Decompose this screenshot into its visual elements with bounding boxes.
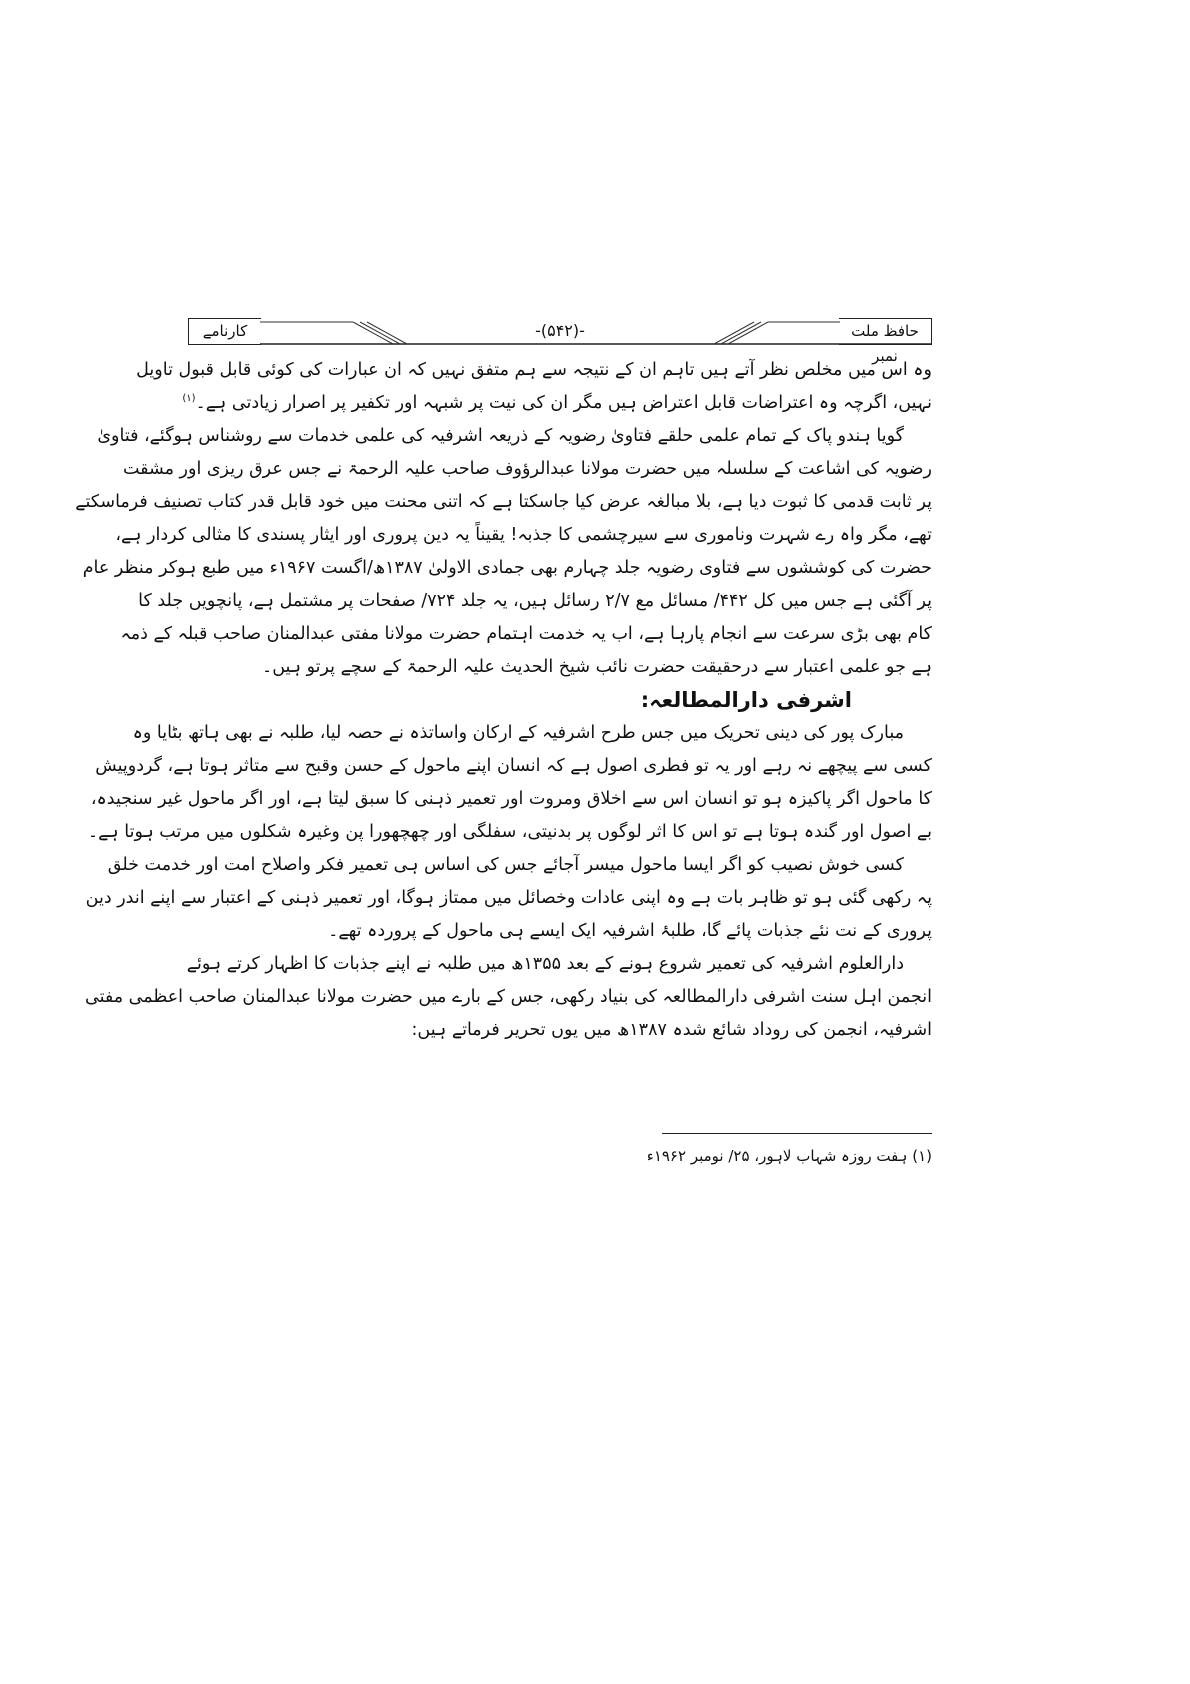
text-line: پر آگئی ہے جس میں کل ۴۴۲/ مسائل مع ۲/۷ رسائل ہیں، یہ جلد ۷۲۴/ صفحات پر مشتمل ہے، پانچویں جلد کا: [138, 591, 932, 611]
text-line: پروری کے نت نئے جذبات پائے گا، طلبۂ اشرفیہ ایک ایسے ہی ماحول کے پروردہ تھے۔: [328, 921, 932, 941]
text-line: پر ثابت قدمی کا ثبوت دیا ہے، بلا مبالغہ عرض کیا جاسکتا ہے کہ اتنی محنت میں خود قابل قدر کتاب تصنیف فرماسکتے: [75, 492, 932, 512]
footnote-marker: (۱): [182, 393, 196, 405]
text-line: اشرفیہ، انجمن کی روداد شائع شدہ ۱۳۸۷ھ میں یوں تحریر فرماتے ہیں:: [411, 1020, 932, 1040]
text-line: کا ماحول اگر پاکیزہ ہو تو انسان اس سے اخلاق ومروت اور تعمیر ذہنی کا سبق لیتا ہے، اور اگر ماحول غیر سنجیدہ،: [90, 789, 932, 809]
header-publication-title: حافظ ملت نمبر: [839, 318, 932, 345]
text-line: انجمن اہل سنت اشرفی دارالمطالعہ کی بنیاد رکھی، جس کے بارے میں حضرت مولانا عبدالمنان صاحب اعظمی مفتی: [84, 987, 932, 1007]
text-line: کام بھی بڑی سرعت سے انجام پارہا ہے، اب یہ خدمت اہتمام حضرت مولانا مفتی عبدالمنان صاحب قبلہ کے ذمہ: [120, 624, 932, 644]
text-line: بے اصول اور گندہ ہوتا ہے تو اس کا اثر لوگوں پر بدنیتی، سفلگی اور چھچھورا پن وغیرہ شکلوں میں مرتب ہوتا ہے۔: [87, 822, 932, 842]
text-line: ہے جو علمی اعتبار سے درحقیقت حضرت نائب شیخ الحدیث علیہ الرحمۃ کے سچے پرتو ہیں۔: [261, 657, 932, 677]
text-line: دارالعلوم اشرفیہ کی تعمیر شروع ہونے کے بعد ۱۳۵۵ھ میں طلبہ نے اپنے جذبات کا اظہار کرتے ہوئے: [186, 954, 904, 974]
header-section-title: کارنامے: [188, 318, 261, 345]
text-line: مبارک پور کی دینی تحریک میں جس طرح اشرفیہ کے ارکان واساتذہ نے حصہ لیا، طلبہ نے بھی ہاتھ بٹایا وہ: [132, 723, 904, 743]
text-line: کسی خوش نصیب کو اگر ایسا ماحول میسر آجائے جس کی اساس ہی تعمیر فکر واصلاح امت اور خدمت خلق: [107, 855, 904, 875]
text-line: رضویہ کی اشاعت کے سلسلہ میں حضرت مولانا عبدالرؤوف صاحب علیہ الرحمۃ نے جس عرق ریزی اور مشقت: [122, 459, 932, 479]
page-body: [75, 354, 932, 1047]
footnote: (۱) ہفت روزہ شہاب لاہور، ۲۵/ نومبر ۱۹۶۲ء: [646, 1147, 932, 1165]
section-heading: اشرفی دارالمطالعہ:: [640, 688, 852, 712]
text-line: حضرت کی کوششوں سے فتاوی رضویہ جلد چہارم بھی جمادی الاولیٰ ۱۳۸۷ھ/اگست ۱۹۶۷ء میں طبع ہوکر منظر عام: [82, 558, 932, 578]
text-line: کسی سے پیچھے نہ رہے اور یہ تو فطری اصول ہے کہ انسان اپنے ماحول کے حسن وقبح سے متاثر ہوتا ہے، گردوپیش: [95, 756, 932, 776]
footnote-divider: [662, 1133, 932, 1134]
text-line: [182, 387, 932, 420]
text-line: تھے، مگر واہ رے شہرت وناموری سے سیرچشمی کا جذبہ! یقیناً یہ دین پروری اور ایثار پسندی کا مثالی کردار ہے،: [115, 525, 932, 545]
page-header: [188, 318, 932, 365]
page-number: -(۵۴۲)-: [535, 321, 585, 340]
text-line-content: نہیں، اگرچہ وہ اعتراضات قابل اعتراض ہیں مگر ان کی نیت پر شبہہ اور تکفیر پر اصرار زیادتی ہے۔: [195, 393, 932, 413]
text-line: پہ رکھی گئی ہو تو ظاہر بات ہے وہ اپنی عادات وخصائل میں ممتاز ہوگا، اور تعمیر ذہنی کے اعتبار سے اپنے اندر دین: [85, 888, 932, 908]
text-line: وہ اس میں مخلص نظر آتے ہیں تاہم ان کے نتیجہ سے ہم متفق نہیں کہ ان عبارات کی کوئی قابل قبول تاویل: [136, 360, 932, 380]
text-line: گویا ہندو پاک کے تمام علمی حلقے فتاویٰ رضویہ کے ذریعہ اشرفیہ کی علمی خدمات سے روشناس ہوگئے، فتاویٰ: [97, 426, 904, 446]
